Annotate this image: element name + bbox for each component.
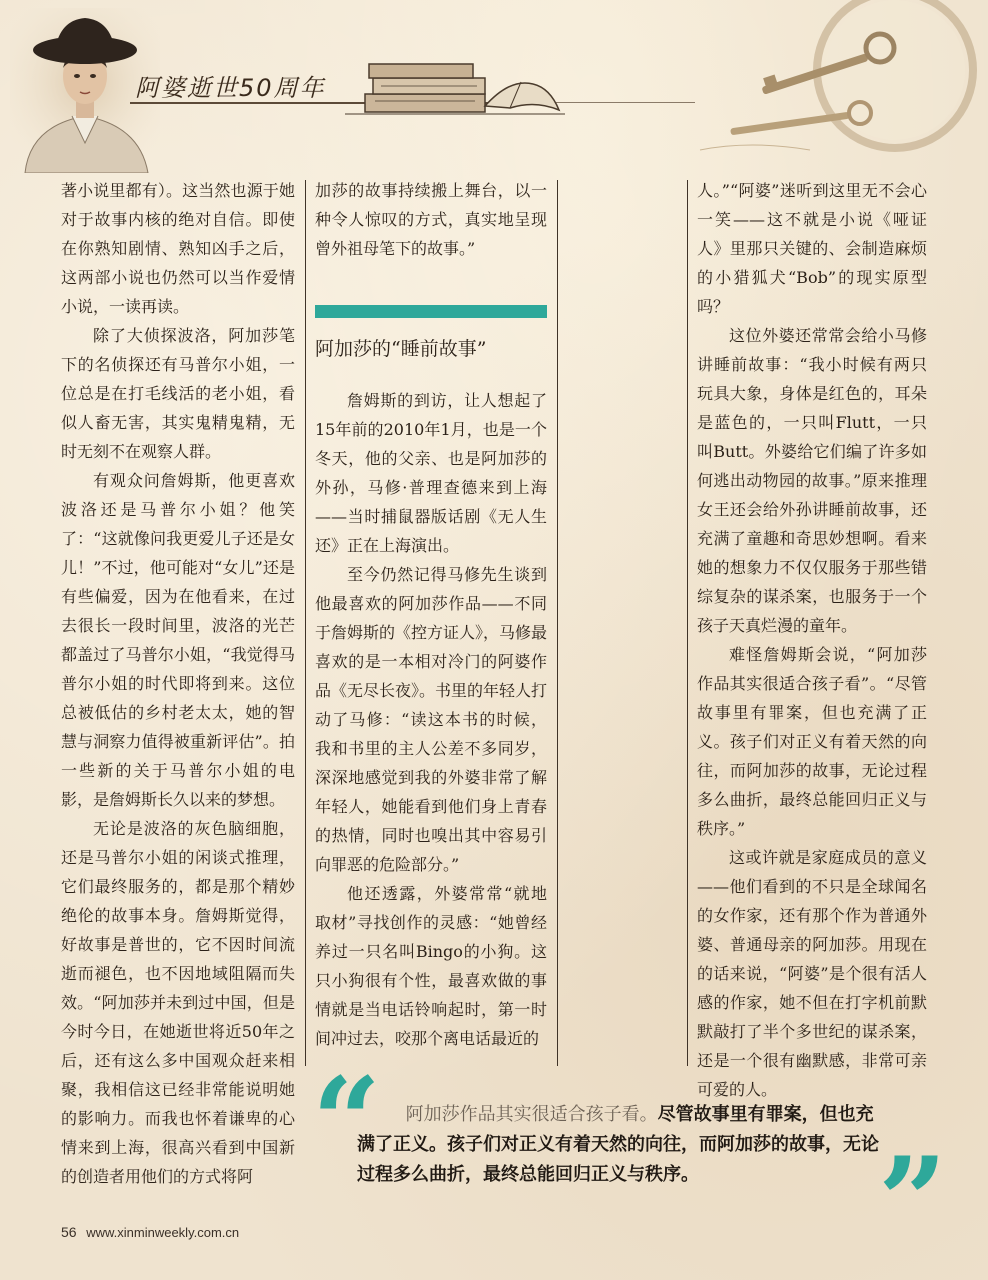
paragraph: 有观众问詹姆斯，他更喜欢波洛还是马普尔小姐？他笑了：“这就像问我更爱儿子还是女儿！”不过，他可能对“女儿”还是有些偏爱，因为在他看来，在过去很长一段时间里，波洛的光芒都盖过了马普尔小姐，“我觉得马普尔小姐的时代即将到来。这位总被低估的乡村老太太，她的智慧与洞察力值得被重新评估”。拍一些新的关于马普尔小姐的电影，是詹姆斯长久以来的梦想。 — [61, 471, 295, 809]
paragraph: 这位外婆还常常会给小马修讲睡前故事：“我小时候有两只玩具大象，身体是红色的，耳朵是蓝色的，一只叫Flutt，一只叫Butt。外婆给它们编了许多如何逃出动物园的故事。”原来推理女王还会给外孙讲睡前故事，还充满了童趣和奇思妙想啊。看来她的想象力不仅仅服务于那些错综复杂的谋杀案，也服务于一个孩子天真烂漫的童年。 — [697, 326, 927, 635]
close-quote-mark-icon: ” — [878, 1131, 948, 1272]
page-footer — [61, 1224, 239, 1240]
article-column-1 — [61, 176, 295, 1191]
pull-quote-emphasis: 尽管故事里有罪案，但也充满了正义。孩子们对正义有着天然的向往，而阿加莎的故事，无论过程多么曲折，最终总能回归正义与秩序。 — [357, 1104, 879, 1185]
paragraph: 人。”“阿婆”迷听到这里无不会心一笑——这不就是小说《哑证人》里那只关键的、会制造麻烦的小猎狐犬“Bob”的现实原型吗？ — [697, 181, 927, 316]
open-quote-mark-icon: “ — [312, 1051, 382, 1192]
section-heading: 阿加莎的“睡前故事” — [315, 338, 487, 360]
paragraph: 无论是波洛的灰色脑细胞，还是马普尔小姐的闲谈式推理，它们最终服务的，都是那个精妙绝伦的故事本身。詹姆斯觉得，好故事是普世的，它不因时间流逝而褪色，也不因地域阻隔而失效。“阿加莎并未到过中国，但是今时今日，在她逝世将近50年之后，还有这么多中国观众赶来相聚，我相信这已经非常能说明她的影响力。而我也怀着谦卑的心情来到上海，很高兴看到中国新的创造者用他们的方式将阿 — [61, 819, 295, 1186]
column-divider — [557, 180, 558, 1066]
page-number: 56 — [61, 1224, 77, 1240]
website-link[interactable]: www.xinminweekly.com.cn — [86, 1225, 240, 1240]
pull-quote — [357, 1100, 882, 1190]
header-title: 阿婆逝世50周年 — [135, 74, 326, 102]
article-column-3 — [697, 176, 927, 1104]
paragraph: 难怪詹姆斯会说，“阿加莎作品其实很适合孩子看”。“尽管故事里有罪案，但也充满了正义。孩子们对正义有着天然的向往，而阿加莎的故事，无论过程多么曲折，最终总能回归正义与秩序。” — [697, 645, 927, 838]
paragraph: 这或许就是家庭成员的意义——他们看到的不只是全球闻名的女作家，还有那个作为普通外婆、普通母亲的阿加莎。用现在的话来说，“阿婆”是个很有活人感的作家，她不但在打字机前默默敲打了半个多世纪的谋杀案，还是一个很有幽默感，非常可亲可爱的人。 — [697, 848, 927, 1099]
paragraph: 他还透露，外婆常常“就地取材”寻找创作的灵感：“她曾经养过一只名叫Bingo的小狗。这只小狗很有个性，最喜欢做的事情就是当电话铃响起时，第一时间冲过去，咬那个离电话最近的 — [315, 884, 547, 1048]
paragraph: 除了大侦探波洛，阿加莎笔下的名侦探还有马普尔小姐，一位总是在打毛线活的老小姐，看似人畜无害，其实鬼精鬼精，无时无刻不在观察人群。 — [61, 326, 295, 461]
header-rule-extension — [555, 102, 695, 103]
page-header — [0, 0, 988, 175]
article-column-2 — [315, 176, 547, 1053]
paragraph: 詹姆斯的到访，让人想起了15年前的2010年1月，也是一个冬天，他的父亲、也是阿加莎的外孙，马修·普理查德来到上海——当时捕鼠器版话剧《无人生还》正在上海演出。 — [315, 391, 547, 555]
column-divider — [305, 180, 306, 1066]
keys-and-magnifier-illustration — [690, 0, 980, 175]
pull-quote-lead: 阿加莎作品其实很适合孩子看。 — [405, 1104, 658, 1125]
book-stack-illustration — [345, 48, 565, 120]
paragraph: 著小说里都有）。这当然也源于她对于故事内核的绝对自信。即使在你熟知剧情、熟知凶手之后，这两部小说也仍然可以当作爱情小说，一读再读。 — [61, 181, 295, 316]
paragraph: 加莎的故事持续搬上舞台，以一种令人惊叹的方式，真实地呈现曾外祖母笔下的故事。” — [315, 181, 547, 258]
paragraph: 至今仍然记得马修先生谈到他最喜欢的阿加莎作品——不同于詹姆斯的《控方证人》，马修最喜欢的是一本相对冷门的阿婆作品《无尽长夜》。书里的年轻人打动了马修：“读这本书的时候，我和书里的主人公差不多同岁，深深地感觉到我的外婆非常了解年轻人，她能看到他们身上青春的热情，同时也嗅出其中容易引向罪恶的危险部分。” — [315, 565, 548, 874]
column-divider — [687, 180, 688, 1066]
section-accent-bar — [315, 305, 547, 318]
